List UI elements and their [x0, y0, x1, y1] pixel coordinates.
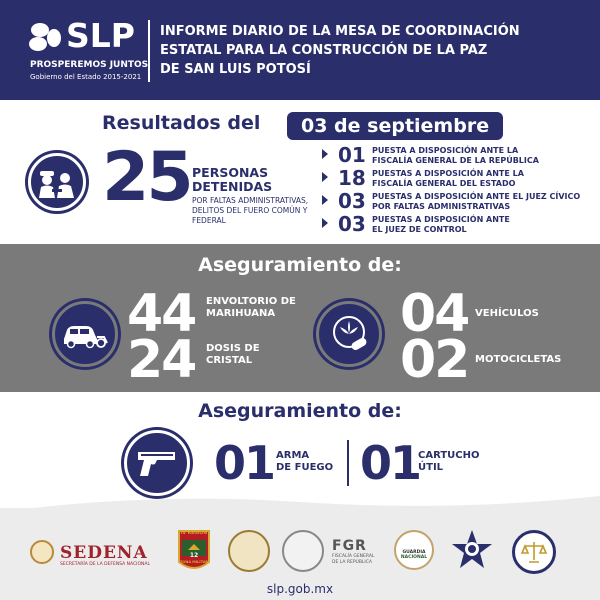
disposition-line-1: PUESTAS A DISPOSICIÓN ANTE EL JUEZ CÍVICO: [372, 192, 581, 201]
drugs-icon: [316, 301, 382, 367]
slp-logo-icon: [28, 20, 62, 54]
sedena-emblem-icon: [30, 540, 54, 564]
arrest-icon: [28, 153, 86, 211]
disposition-line-2: EL JUEZ DE CONTROL: [372, 225, 467, 234]
list-item: [322, 145, 592, 168]
marihuana-count: 44: [127, 284, 196, 344]
firearm-label-1: ARMA: [276, 450, 310, 461]
disposition-num: 03: [338, 189, 366, 213]
cristal-label-2: CRISTAL: [206, 355, 253, 366]
cartridge-label-2: ÚTIL: [418, 462, 444, 473]
disposition-line-1: PUESTAS A DISPOSICIÓN ANTE: [372, 215, 510, 224]
vehicles-count: 04: [400, 284, 469, 344]
sedena-sub: SECRETARÍA DE LA DEFENSA NACIONAL: [60, 562, 150, 567]
marihuana-label-1: ENVOLTORIO DE: [206, 296, 296, 307]
disposition-text: [372, 146, 539, 166]
cristal-count: 24: [127, 330, 196, 390]
disposition-line-1: PUESTA A DISPOSICIÓN ANTE LA: [372, 146, 519, 155]
marihuana-label: [206, 296, 296, 320]
arrow-icon: [322, 149, 328, 159]
disposition-num: 03: [338, 212, 366, 236]
drugs-icon-glyph: [327, 314, 371, 354]
list-item: [322, 168, 592, 191]
justice-scale-icon: [521, 540, 547, 564]
slp-logo: [22, 16, 149, 88]
detained-label-2: DETENIDAS: [192, 179, 273, 194]
partner-logos: [30, 528, 575, 578]
disposition-line-2: FISCALÍA GENERAL DE LA REPÚBLICA: [372, 156, 539, 165]
fgr-sub-2: DE LA REPÚBLICA: [332, 560, 372, 565]
pistol-icon-glyph: [135, 447, 179, 479]
seizure-title-1: Aseguramiento de:: [198, 254, 402, 276]
fgr-text: FGR: [332, 538, 367, 554]
header-divider: [148, 20, 150, 82]
fgr-sub-1: FISCALÍA GENERAL: [332, 554, 375, 559]
title-line-1: INFORME DIARIO DE LA MESA DE COORDINACIÓN: [160, 24, 520, 39]
detained-label-1: PERSONAS: [192, 165, 269, 180]
disposition-text: [372, 169, 524, 189]
vehicle-icon-glyph: [61, 319, 109, 349]
cristal-label-1: DOSIS DE: [206, 343, 260, 354]
disposition-num: 18: [338, 166, 366, 190]
region-badge-bottom: ZONA MILITAR: [179, 560, 209, 564]
arrow-icon: [322, 218, 328, 228]
seizure-section-1: [0, 244, 600, 392]
cartridge-label-1: CARTUCHO: [418, 450, 480, 461]
vehicles-label: VEHÍCULOS: [475, 308, 539, 319]
list-item: [322, 191, 592, 214]
footer: [0, 508, 600, 600]
guardia-text-2: NACIONAL: [400, 555, 428, 560]
firearm-count: 01: [214, 436, 275, 490]
firearm-label-2: DE FUEGO: [276, 462, 334, 473]
detained-count: 25: [102, 138, 191, 217]
logo-tagline: PROSPEREMOS JUNTOS: [30, 60, 149, 70]
seizure-title-2: Aseguramiento de:: [198, 400, 402, 422]
fgr-logo: [332, 538, 382, 566]
disposition-line-2: FISCALÍA GENERAL DEL ESTADO: [372, 179, 516, 188]
region-badge-num: 12: [189, 552, 199, 559]
logo-text: SLP: [66, 16, 135, 55]
arrest-icon-glyph: [38, 165, 76, 199]
mexico-seal-icon: [282, 530, 324, 572]
guardia-text-1: GUARDIA: [402, 550, 426, 555]
results-date: 03 de septiembre: [287, 112, 503, 140]
vehicle-icon: [52, 301, 118, 367]
page-title: [160, 22, 590, 79]
region-badge-top: IV REGIÓN: [180, 531, 208, 536]
motorcycles-label: MOTOCICLETAS: [475, 354, 562, 365]
disposition-line-1: PUESTAS A DISPOSICIÓN ANTE LA: [372, 169, 524, 178]
detained-label: [192, 166, 272, 194]
motorcycles-count: 02: [400, 330, 469, 390]
seizure-divider: [347, 440, 349, 486]
disposition-text: [372, 215, 510, 235]
cartridge-label: [418, 450, 479, 474]
disposition-num: 01: [338, 143, 366, 167]
firearm-label: [276, 450, 333, 474]
region-badge-text: [178, 531, 210, 565]
results-title: Resultados del: [102, 112, 261, 134]
marihuana-label-2: MARIHUANA: [206, 308, 276, 319]
footer-url[interactable]: slp.gob.mx: [266, 582, 334, 596]
cartridge-count: 01: [360, 436, 421, 490]
disposition-line-2: POR FALTAS ADMINISTRATIVAS: [372, 202, 511, 211]
results-heading: [0, 112, 600, 142]
sedena-text: SEDENA: [60, 543, 148, 563]
police-star-icon: [450, 528, 494, 574]
header-banner: [0, 0, 600, 100]
detained-sub: POR FALTAS ADMINISTRATIVAS, DELITOS DEL FUERO COMÚN Y FEDERAL: [192, 196, 309, 225]
guardia-text: [394, 550, 434, 560]
title-line-2: ESTATAL PARA LA CONSTRUCCIÓN DE LA PAZ: [160, 43, 488, 58]
list-item: [322, 214, 592, 237]
pistol-icon: [124, 430, 190, 496]
title-line-3: DE SAN LUIS POTOSÍ: [160, 62, 311, 77]
logo-period: Gobierno del Estado 2015-2021: [30, 73, 142, 81]
dispositions-list: [322, 145, 592, 237]
footer-wave: [0, 490, 600, 530]
disposition-text: [372, 192, 580, 212]
cristal-label: [206, 343, 260, 367]
arrow-icon: [322, 172, 328, 182]
arrow-icon: [322, 195, 328, 205]
military-emblem-icon: [228, 530, 270, 572]
